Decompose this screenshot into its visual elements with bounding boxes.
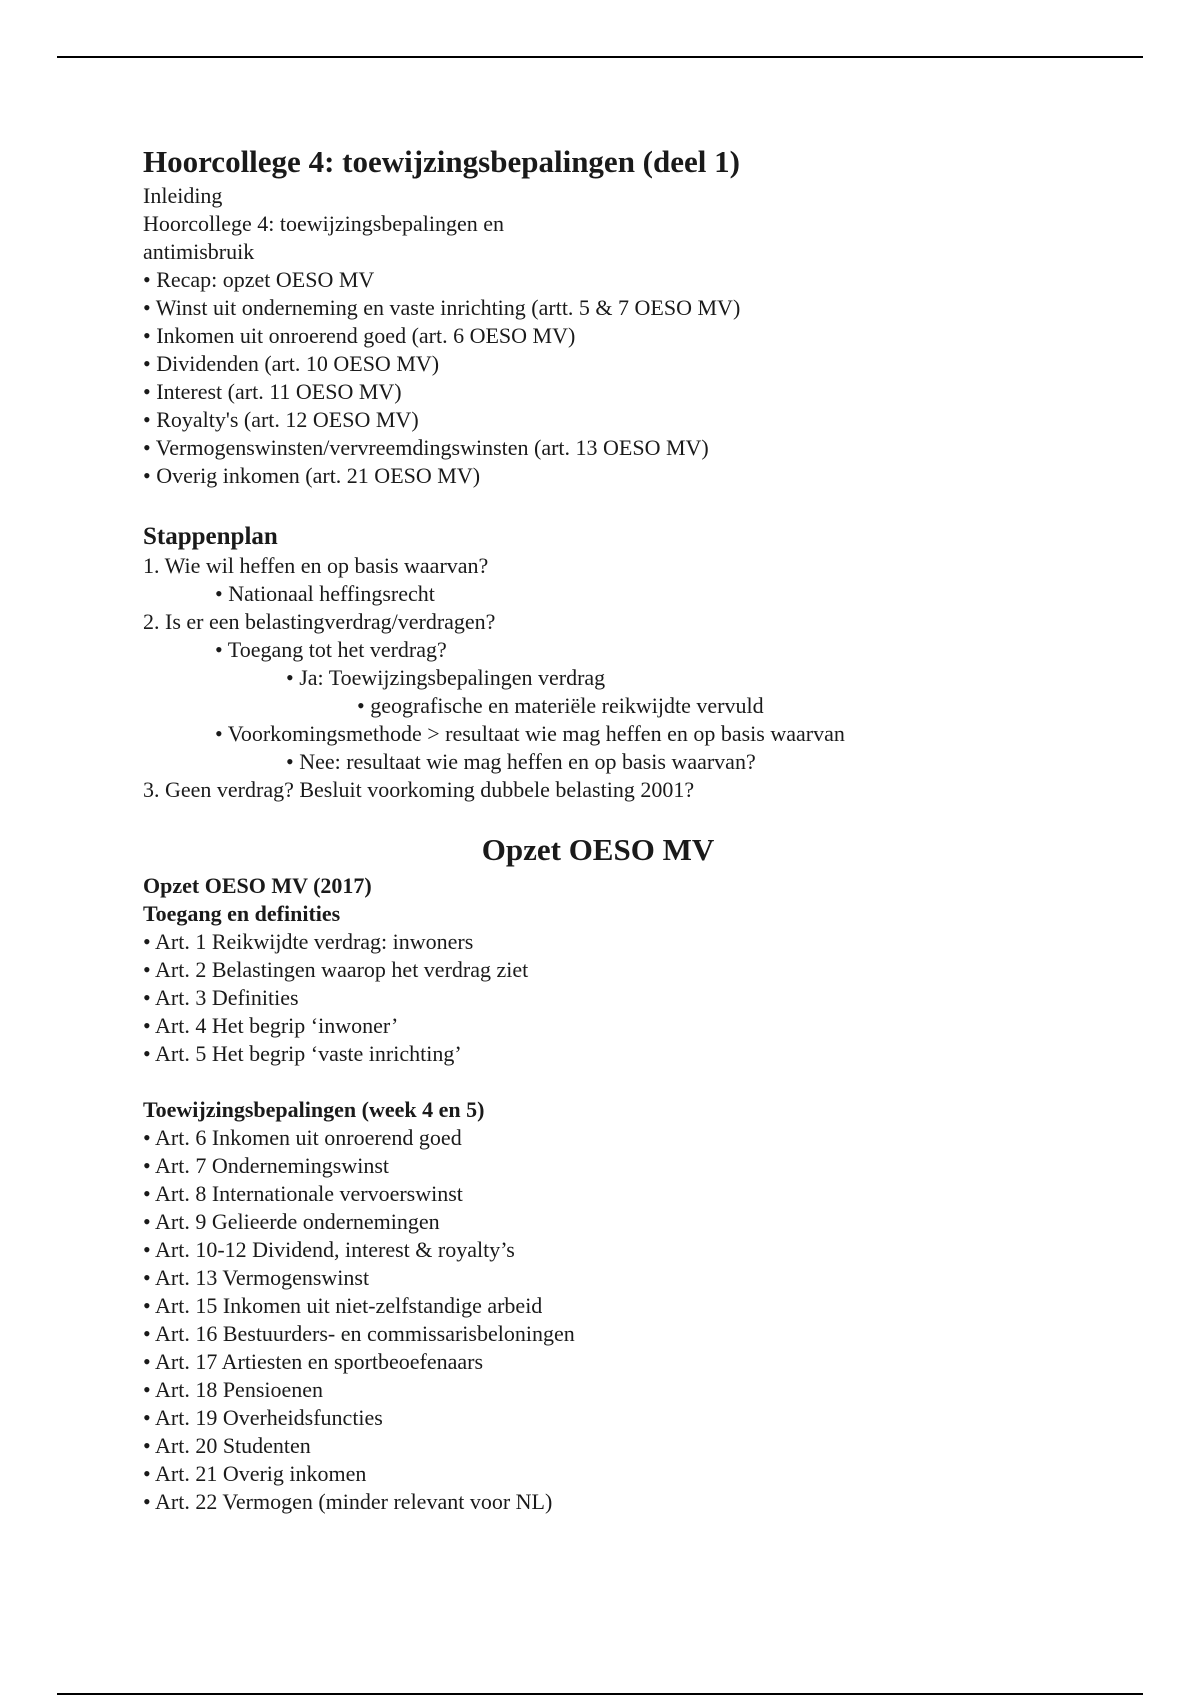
list-item: • Royalty's (art. 12 OESO MV) [143, 407, 419, 432]
list-item: • Art. 16 Bestuurders- en commissarisbeloningen [143, 1321, 575, 1346]
list-item: • Art. 13 Vermogenswinst [143, 1265, 370, 1290]
list-item: • Art. 22 Vermogen (minder relevant voor NL) [143, 1489, 553, 1514]
step-1-sub: • Nationaal heffingsrecht [215, 581, 435, 606]
opzet-subheading: Opzet OESO MV (2017) [143, 873, 372, 898]
list-item: • Interest (art. 11 OESO MV) [143, 379, 402, 404]
list-item: • Dividenden (art. 10 OESO MV) [143, 351, 440, 376]
list-item: • Art. 17 Artiesten en sportbeoefenaars [143, 1349, 484, 1374]
toegang-list [143, 928, 1043, 1068]
step-2-sub-ja: • Ja: Toewijzingsbepalingen verdrag [286, 665, 606, 690]
list-item: • Art. 3 Definities [143, 985, 299, 1010]
list-item: • Recap: opzet OESO MV [143, 267, 375, 292]
toegang-heading: Toegang en definities [143, 901, 341, 926]
list-item: • Art. 5 Het begrip ‘vaste inrichting’ [143, 1041, 462, 1066]
list-item: • Inkomen uit onroerend goed (art. 6 OESO MV) [143, 323, 576, 348]
list-item: • Art. 4 Het begrip ‘inwoner’ [143, 1013, 399, 1038]
list-item: • Art. 19 Overheidsfuncties [143, 1405, 383, 1430]
toewijzing-heading: Toewijzingsbepalingen (week 4 en 5) [143, 1097, 485, 1122]
list-item: • Art. 10-12 Dividend, interest & royalty’s [143, 1237, 515, 1262]
list-item: • Art. 8 Internationale vervoerswinst [143, 1181, 463, 1206]
list-item: • Art. 9 Gelieerde ondernemingen [143, 1209, 440, 1234]
list-item: • Art. 6 Inkomen uit onroerend goed [143, 1125, 462, 1150]
intro-label: Inleiding [143, 183, 223, 208]
list-item: • Art. 18 Pensioenen [143, 1377, 324, 1402]
opzet-heading: Opzet OESO MV [481, 832, 715, 867]
intro-bullet-list [143, 266, 1043, 490]
list-item: • Art. 7 Ondernemingswinst [143, 1153, 390, 1178]
list-item: • Winst uit onderneming en vaste inrichting (artt. 5 & 7 OESO MV) [143, 295, 741, 320]
step-2: 2. Is er een belastingverdrag/verdragen? [143, 609, 496, 634]
step-2-sub-geo: • geografische en materiële reikwijdte vervuld [357, 693, 764, 718]
stappenplan-heading: Stappenplan [143, 523, 278, 550]
page-title: Hoorcollege 4: toewijzingsbepalingen (deel 1) [143, 144, 740, 179]
list-item: • Overig inkomen (art. 21 OESO MV) [143, 463, 481, 488]
stappenplan-list [143, 552, 1043, 804]
step-2-sub-nee: • Nee: resultaat wie mag heffen en op basis waarvan? [286, 749, 756, 774]
intro-subtitle-line1: Hoorcollege 4: toewijzingsbepalingen en [143, 211, 505, 236]
intro-subtitle-line2: antimisbruik [143, 239, 255, 264]
step-2-sub-voorkoming: • Voorkomingsmethode > resultaat wie mag heffen en op basis waarvan [215, 721, 845, 746]
list-item: • Art. 1 Reikwijdte verdrag: inwoners [143, 929, 474, 954]
list-item: • Art. 20 Studenten [143, 1433, 311, 1458]
list-item: • Art. 21 Overig inkomen [143, 1461, 367, 1486]
header-rule [57, 56, 1143, 58]
footer-rule [57, 1693, 1143, 1695]
list-item: • Vermogenswinsten/vervreemdingswinsten (art. 13 OESO MV) [143, 435, 709, 460]
step-2-sub-toegang: • Toegang tot het verdrag? [215, 637, 447, 662]
document-body [143, 144, 1043, 1516]
list-item: • Art. 15 Inkomen uit niet-zelfstandige arbeid [143, 1293, 543, 1318]
toewijzing-list [143, 1124, 1043, 1516]
list-item: • Art. 2 Belastingen waarop het verdrag ziet [143, 957, 529, 982]
step-3: 3. Geen verdrag? Besluit voorkoming dubbele belasting 2001? [143, 777, 695, 802]
step-1: 1. Wie wil heffen en op basis waarvan? [143, 553, 489, 578]
